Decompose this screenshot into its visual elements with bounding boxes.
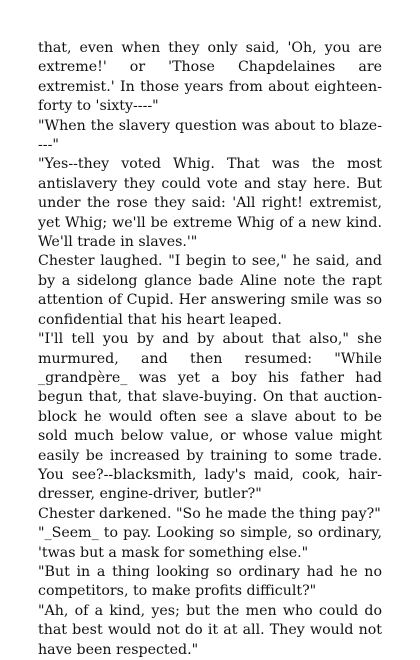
paragraph-chester-darkened: Chester darkened. "So he made the thing pay?" — [38, 505, 381, 522]
paragraph-chester-laughed: Chester laughed. "I begin to see," he said, and by a sidelong glance bade Aline note the rapt attention of Cupid. Her answering smile was so confidential that his heart leaped. — [38, 253, 382, 328]
paragraph-not-respected: "Ah, of a kind, yes; but the men who could do that best would not do it at all. They would not have been respected." — [38, 602, 382, 658]
paragraph-seem-to-pay: "_Seem_ to pay. Looking so simple, so ordinary, 'twas but a mask for something else." — [38, 525, 382, 561]
paragraph-continuation: that, even when they only said, 'Oh, you are extreme!' or 'Those Chapdelaines are extremist.' In those years from about eighteen-forty to 'sixty----" — [38, 40, 382, 115]
book-page-text — [38, 39, 382, 660]
paragraph-grandpere: "I'll tell you by and by about that also," she murmured, and then resumed: "While _grandpère_ was yet a boy his father had begun that, that slave-buying. On that auction-block he would often see a slave about to be sold much below value, or whose value might easily be increased by training to some trade. You see?--blacksmith, lady's maid, cook, hair-dresser, engine-driver, butler?" — [38, 331, 382, 503]
paragraph-voted-whig: "Yes--they voted Whig. That was the most antislavery they could vote and stay here. But under the rose they said: 'All right! extremist, yet Whig; we'll be extreme Whig of a new kind. We'll trade in slaves.'" — [38, 156, 382, 251]
paragraph-competitors: "But in a thing looking so ordinary had he no competitors, to make profits difficult?" — [38, 563, 382, 600]
paragraph-slavery-question: "When the slavery question was about to blaze----" — [38, 117, 382, 154]
